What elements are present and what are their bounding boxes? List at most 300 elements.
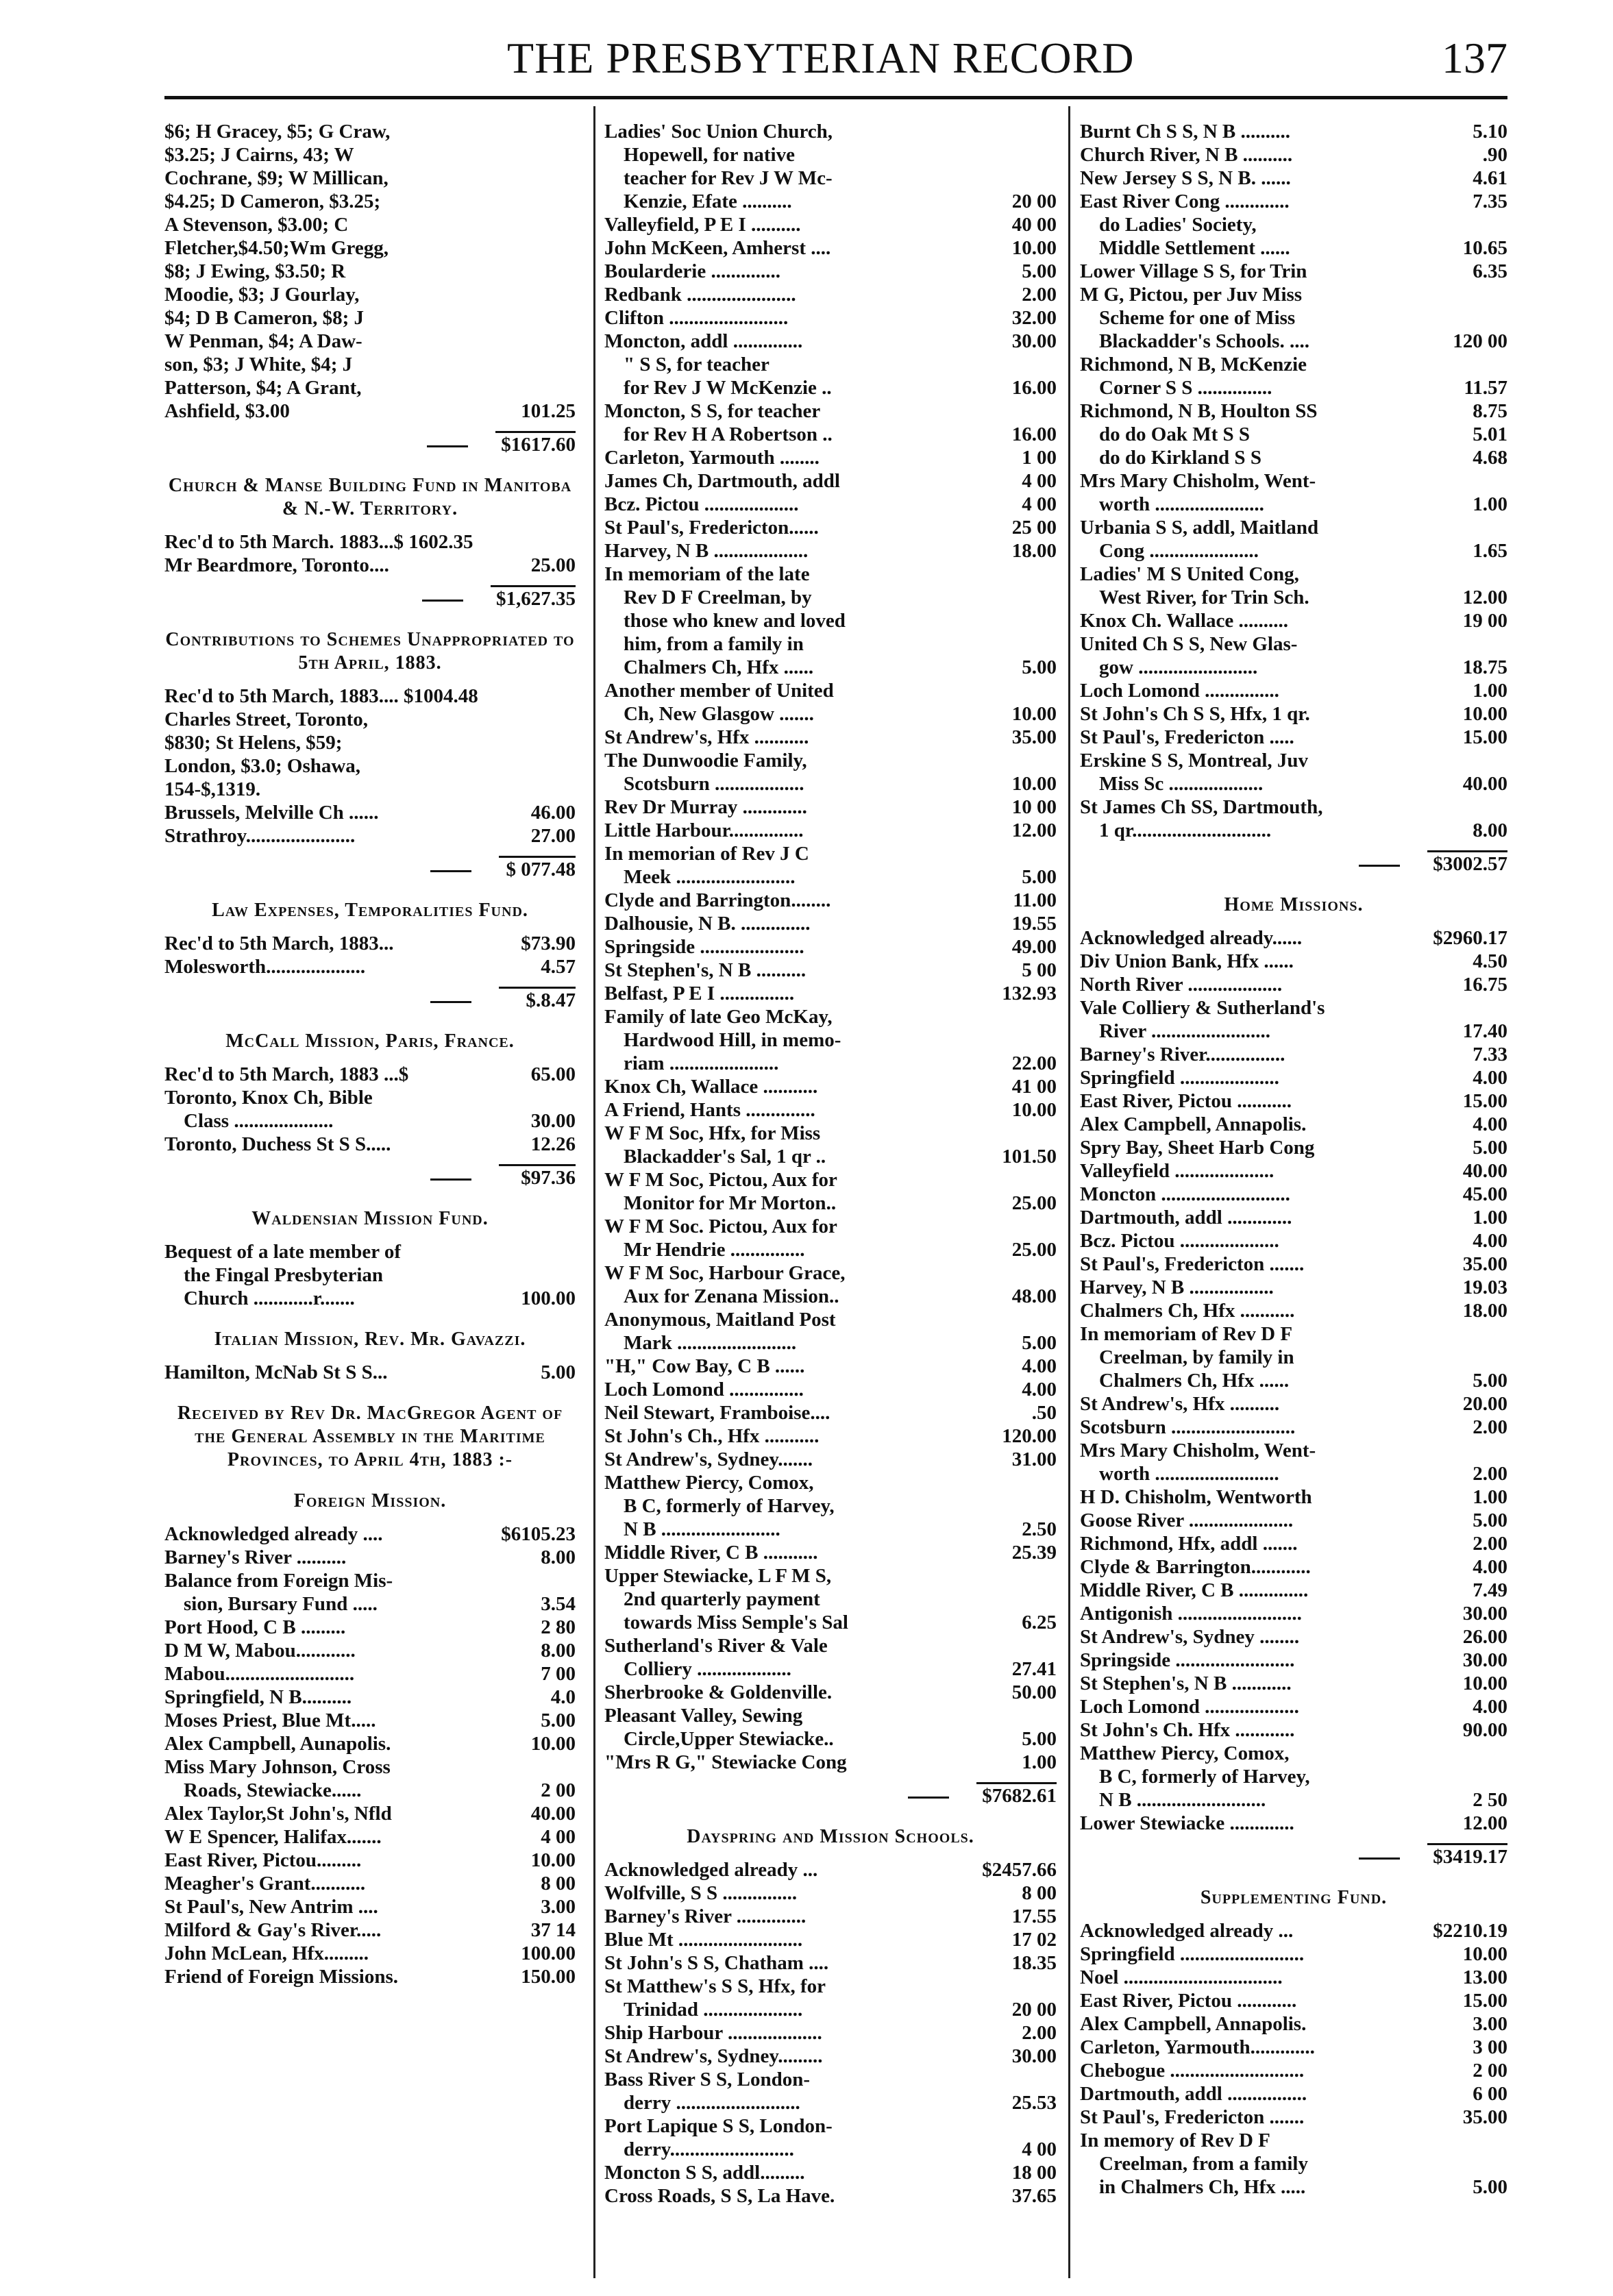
entry-amount: 4.68: [1473, 447, 1507, 469]
entry-line: [604, 143, 1057, 166]
entry-line: [1080, 236, 1507, 260]
entry-text: Carleton, Yarmouth.............: [1080, 2036, 1315, 2058]
entry-text: 154-$,1319.: [164, 778, 261, 800]
entry-amount: 120.00: [1002, 1425, 1057, 1447]
entry-line: [604, 1634, 1057, 1657]
entry-line: [1080, 1649, 1507, 1672]
entry-text: Creelman, from a family: [1099, 2153, 1308, 2175]
entry-line: [164, 932, 576, 955]
entry-amount: 2 00: [1473, 2060, 1507, 2082]
entry-amount: 10.00: [1011, 1099, 1057, 1121]
entry-text: Bass River S S, London-: [604, 2069, 811, 2090]
entry-amount: 18.35: [1011, 1952, 1057, 1974]
entry-line: [164, 1965, 576, 1988]
entry-text: him, from a family in: [624, 633, 804, 655]
entry-text: Monitor for Mr Morton..: [624, 1192, 837, 1214]
entry-amount: 1.00: [1473, 680, 1507, 702]
entry-amount: 4.00: [1473, 1230, 1507, 1252]
entry-amount: 1.00: [1473, 1486, 1507, 1508]
entry-amount: 46.00: [530, 802, 576, 824]
section-heading: Contributions to Schemes Unappropriated to 5th April, 1883.: [165, 629, 575, 674]
entry-text: United Ch S S, New Glas-: [1080, 633, 1298, 655]
entry-line: [604, 260, 1057, 283]
entry-text: St John's Ch S S, Hfx, 1 qr.: [1080, 703, 1310, 725]
entry-amount: 10.00: [530, 1733, 576, 1755]
entry-line: [1080, 586, 1507, 609]
entry-amount: 4.00: [1022, 1379, 1057, 1400]
entry-line: [164, 190, 576, 213]
entry-line: [1080, 1043, 1507, 1066]
entry-text: Church ............r.......: [184, 1287, 355, 1309]
entry-amount: 90.00: [1462, 1719, 1507, 1741]
entry-line: [164, 824, 576, 848]
entry-text: Barney's River ..........: [164, 1546, 347, 1568]
entry-text: Anonymous, Maitland Post: [604, 1309, 836, 1331]
entry-amount: 3.54: [541, 1593, 576, 1615]
entry-line: [604, 376, 1057, 399]
entry-line: [1080, 1229, 1507, 1252]
entry-text: Redbank ......................: [604, 284, 796, 306]
entry-text: for Rev H A Robertson ..: [624, 423, 833, 445]
entry-amount: 18 00: [1011, 2162, 1057, 2184]
entry-amount: 2.00: [1473, 1533, 1507, 1555]
entry-amount: 1 00: [1022, 447, 1057, 469]
entry-amount: 4 00: [1022, 470, 1057, 492]
entry-text: Clyde & Barrington............: [1080, 1556, 1311, 1578]
entry-line: [1080, 539, 1507, 563]
entry-text: Kenzie, Efate ..........: [624, 190, 792, 212]
entry-amount: 17.40: [1462, 1020, 1507, 1042]
entry-amount: 16.00: [1011, 377, 1057, 399]
entry-line: [164, 1639, 576, 1662]
section-heading: Supplementing Fund.: [1200, 1887, 1388, 1908]
entry-line: [604, 1168, 1057, 1192]
entry-line: [1080, 1765, 1507, 1788]
entry-line: [604, 609, 1057, 632]
entry-line: [604, 1975, 1057, 1998]
entry-line: [1080, 973, 1507, 996]
entry-text: Moncton ..........................: [1080, 1183, 1290, 1205]
entry-text: Ladies' M S United Cong,: [1080, 563, 1299, 585]
entry-text: towards Miss Semple's Sal: [624, 1612, 848, 1633]
entry-line: [604, 1145, 1057, 1168]
entry-text: " S S, for teacher: [624, 354, 769, 375]
entry-line: [1080, 795, 1507, 819]
entry-text: John McLean, Hfx.........: [164, 1942, 369, 1964]
entry-amount: 4.00: [1473, 1113, 1507, 1135]
entry-amount: 7 00: [541, 1663, 576, 1685]
entry-line: [604, 2114, 1057, 2138]
entry-line: [164, 708, 576, 731]
entry-amount: 2.00: [1473, 1463, 1507, 1485]
entry-line: [1080, 1066, 1507, 1089]
entry-line: [1080, 330, 1507, 353]
entry-line: [164, 330, 576, 353]
entry-text: Richmond, N B, Houlton SS: [1080, 400, 1318, 422]
entry-line: [1080, 1788, 1507, 1812]
entry-text: Barney's River................: [1080, 1044, 1285, 1065]
entry-line: [1080, 1579, 1507, 1602]
entry-amount: 1.00: [1473, 1207, 1507, 1229]
entry-amount: 150.00: [521, 1966, 576, 1988]
entry-amount: 8.00: [541, 1546, 576, 1568]
entry-text: Clyde and Barrington........: [604, 889, 831, 911]
entry-text: do Ladies' Society,: [1099, 214, 1257, 236]
entry-line: [604, 1727, 1057, 1751]
entry-line: [164, 306, 576, 330]
entry-line: [164, 1849, 576, 1872]
entry-line: [604, 1098, 1057, 1122]
entry-line: [164, 1287, 576, 1310]
entry-amount: 3.00: [1473, 2013, 1507, 2035]
entry-line: [1080, 1252, 1507, 1276]
entry-text: Wolfville, S S ...............: [604, 1882, 798, 1904]
entry-text: the Fingal Presbyterian: [184, 1264, 384, 1286]
entry-line: [604, 330, 1057, 353]
entry-line: [1080, 1718, 1507, 1742]
entry-amount: 19.55: [1011, 913, 1057, 935]
entry-line: [1080, 2152, 1507, 2175]
entry-line: [604, 726, 1057, 749]
entry-line: [604, 1331, 1057, 1355]
entry-text: Rev D F Creelman, by: [624, 587, 812, 608]
entry-text: Moses Priest, Blue Mt.....: [164, 1709, 376, 1731]
entry-line: [604, 2045, 1057, 2068]
entry-amount: 17 02: [1011, 1929, 1057, 1951]
entry-text: Miss Mary Johnson, Cross: [164, 1756, 391, 1778]
entry-amount: 12.00: [1462, 1812, 1507, 1834]
entry-amount: 10.00: [530, 1849, 576, 1871]
entry-amount: 25.39: [1011, 1542, 1057, 1564]
entry-line: [604, 1005, 1057, 1028]
entry-text: Mrs Mary Chisholm, Went-: [1080, 470, 1316, 492]
entry-line: [1080, 1602, 1507, 1625]
entry-text: W Penman, $4; A Daw-: [164, 330, 362, 352]
entry-amount: 65.00: [530, 1063, 576, 1085]
entry-line: [604, 586, 1057, 609]
entry-amount: 4.00: [1473, 1556, 1507, 1578]
entry-line: [164, 684, 576, 708]
total-amount: $1,627.35: [491, 585, 576, 610]
entry-text: In memoriam of Rev D F: [1080, 1323, 1293, 1345]
entry-line: [604, 539, 1057, 563]
section-total: [164, 856, 576, 881]
journal-title: THE PRESBYTERIAN RECORD: [507, 34, 1135, 82]
entry-line: [604, 2161, 1057, 2184]
entry-amount: 19 00: [1462, 610, 1507, 632]
entry-line: [604, 1192, 1057, 1215]
entry-text: Cross Roads, S S, La Have.: [604, 2185, 835, 2207]
entry-amount: 35.00: [1462, 1253, 1507, 1275]
entry-text: $6; H Gracey, $5; G Craw,: [164, 121, 391, 143]
entry-amount: 5.00: [1473, 2176, 1507, 2198]
entry-text: Springfield .........................: [1080, 1943, 1305, 1965]
entry-text: St James Ch SS, Dartmouth,: [1080, 796, 1323, 818]
entry-amount: 25.00: [530, 554, 576, 576]
entry-line: [1080, 1416, 1507, 1439]
entry-amount: 40.00: [1462, 1160, 1507, 1182]
entry-text: North River ...................: [1080, 974, 1283, 996]
entry-line: [604, 679, 1057, 702]
entry-line: [604, 749, 1057, 772]
entry-text: Matthew Piercy, Comox,: [1080, 1742, 1290, 1764]
entry-text: Bequest of a late member of: [164, 1241, 401, 1263]
entry-line: [1080, 446, 1507, 469]
entry-text: Another member of United: [604, 680, 834, 702]
entry-text: Dalhousie, N B. ..............: [604, 913, 811, 935]
entry-amount: 10.00: [1011, 773, 1057, 795]
entry-line: [1080, 1695, 1507, 1718]
entry-text: St Paul's, Fredericton......: [604, 517, 819, 539]
entry-text: Mark ........................: [624, 1332, 797, 1354]
entry-text: Patterson, $4; A Grant,: [164, 377, 362, 399]
total-amount: $3002.57: [1427, 850, 1507, 876]
entry-line: [1080, 260, 1507, 283]
entry-amount: 40.00: [1462, 773, 1507, 795]
entry-text: Upper Stewiacke, L F M S,: [604, 1565, 832, 1587]
entry-text: Toronto, Knox Ch, Bible: [164, 1087, 373, 1109]
entry-text: Springside .....................: [604, 936, 804, 958]
entry-text: Springfield ....................: [1080, 1067, 1279, 1089]
entry-amount: 10.00: [1011, 703, 1057, 725]
entry-text: St Paul's, Fredericton .......: [1080, 2106, 1305, 2128]
entry-amount: 30.00: [1462, 1603, 1507, 1625]
entry-line: [604, 865, 1057, 889]
section-total: [164, 431, 576, 456]
entry-text: Rec'd to 5th March, 1883.... $1004.48: [164, 685, 478, 707]
entry-line: [604, 1951, 1057, 1975]
entry-text: Erskine S S, Montreal, Juv: [1080, 750, 1309, 771]
entry-text: derry.........................: [624, 2138, 794, 2160]
entry-amount: 25 00: [1011, 517, 1057, 539]
entry-text: Molesworth....................: [164, 956, 366, 978]
entry-text: Little Harbour...............: [604, 819, 804, 841]
entry-amount: 4.00: [1022, 1355, 1057, 1377]
entry-amount: 4 00: [541, 1826, 576, 1848]
entry-line: [164, 754, 576, 778]
entry-text: Neil Stewart, Framboise....: [604, 1402, 830, 1424]
entry-line: [604, 1905, 1057, 1928]
entry-text: Springside ........................: [1080, 1649, 1295, 1671]
entry-text: Alex Campbell, Annapolis.: [1080, 2013, 1307, 2035]
entry-text: Strathroy......................: [164, 825, 356, 847]
total-dash: [164, 989, 499, 1012]
entry-amount: 3 00: [1473, 2036, 1507, 2058]
entry-text: Mr Hendrie ...............: [624, 1239, 805, 1261]
entry-amount: 100.00: [521, 1287, 576, 1309]
entry-text: The Dunwoodie Family,: [604, 750, 807, 771]
total-dash: [164, 433, 495, 456]
section-total: [164, 1164, 576, 1189]
entry-line: [164, 1732, 576, 1755]
entry-line: [604, 1928, 1057, 1951]
entry-text: Acknowledged already......: [1080, 927, 1303, 949]
entry-text: 2nd quarterly payment: [624, 1588, 820, 1610]
entry-text: W F M Soc, Harbour Grace,: [604, 1262, 846, 1284]
entry-line: [164, 1240, 576, 1263]
entry-text: worth ......................: [1099, 493, 1264, 515]
entry-line: [1080, 1462, 1507, 1485]
entry-text: Acknowledged already ...: [1080, 1920, 1294, 1942]
entry-line: [604, 236, 1057, 260]
column-divider: [593, 106, 595, 2278]
entry-line: [164, 1522, 576, 1546]
entry-text: Lower Stewiacke .............: [1080, 1812, 1294, 1834]
column-3: [1080, 120, 1507, 2199]
entry-amount: 100.00: [521, 1942, 576, 1964]
entry-amount: 15.00: [1462, 726, 1507, 748]
entry-text: Acknowledged already ....: [164, 1523, 383, 1545]
entry-amount: 20 00: [1011, 1999, 1057, 2021]
entry-line: [604, 213, 1057, 236]
entry-amount: $2457.66: [982, 1859, 1057, 1881]
entry-text: in Chalmers Ch, Hfx .....: [1099, 2176, 1306, 2198]
entry-text: Mabou..........................: [164, 1663, 355, 1685]
entry-text: Miss Sc ...................: [1099, 773, 1264, 795]
entry-text: Blackadder's Sal, 1 qr ..: [624, 1146, 826, 1168]
entry-amount: 50.00: [1011, 1681, 1057, 1703]
entry-text: St Paul's, Fredericton .......: [1080, 1253, 1305, 1275]
entry-amount: 40.00: [530, 1803, 576, 1825]
entry-amount: 45.00: [1462, 1183, 1507, 1205]
entry-text: Bcz. Pictou ....................: [1080, 1230, 1279, 1252]
section-total: [164, 987, 576, 1012]
entry-line: [1080, 996, 1507, 1020]
entry-amount: 5 00: [1022, 959, 1057, 981]
entry-line: [164, 399, 576, 423]
entry-text: Bcz. Pictou ...................: [604, 493, 799, 515]
entry-amount: 12.00: [1462, 587, 1507, 608]
entry-amount: 4.00: [1473, 1067, 1507, 1089]
entry-text: Moncton S S, addl.........: [604, 2162, 805, 2184]
entry-line: [604, 1122, 1057, 1145]
entry-line: [604, 1215, 1057, 1238]
entry-line: [1080, 609, 1507, 632]
entry-text: Corner S S ...............: [1099, 377, 1272, 399]
entry-amount: 1.65: [1473, 540, 1507, 562]
entry-text: Boularderie ..............: [604, 260, 780, 282]
entry-line: [1080, 1532, 1507, 1555]
entry-line: [604, 353, 1057, 376]
entry-text: Ashfield, $3.00: [164, 400, 290, 422]
entry-amount: 5.00: [541, 1709, 576, 1731]
entry-text: St Stephen's, N B ..........: [604, 959, 806, 981]
entry-text: New Jersey S S, N B. ......: [1080, 167, 1291, 189]
entry-text: Valleyfield, P E I ..........: [604, 214, 801, 236]
entry-text: B C, formerly of Harvey,: [1099, 1766, 1310, 1788]
entry-line: [164, 376, 576, 399]
entry-line: [1080, 1020, 1507, 1043]
entry-text: $4; D B Cameron, $8; J: [164, 307, 365, 329]
entry-text: Trinidad ....................: [624, 1999, 803, 2021]
entry-text: St Andrew's, Sydney.........: [604, 2045, 823, 2067]
entry-line: [604, 190, 1057, 213]
entry-text: Fletcher,$4.50;Wm Gregg,: [164, 237, 389, 259]
entry-text: Spry Bay, Sheet Harb Cong: [1080, 1137, 1315, 1159]
section-heading: McCall Mission, Paris, France.: [225, 1030, 515, 1052]
entry-line: [1080, 1276, 1507, 1299]
entry-text: $8; J Ewing, $3.50; R: [164, 260, 346, 282]
entry-line: [604, 1611, 1057, 1634]
entry-text: Chalmers Ch, Hfx ...........: [1080, 1300, 1295, 1322]
entry-line: [604, 1238, 1057, 1261]
total-amount: $3419.17: [1427, 1843, 1507, 1868]
entry-amount: 2.00: [1022, 284, 1057, 306]
entry-line: [164, 1918, 576, 1942]
entry-amount: 5.00: [1022, 1332, 1057, 1354]
entry-text: $3.25; J Cairns, 43; W: [164, 144, 354, 166]
entry-line: [604, 1704, 1057, 1727]
entry-line: [604, 516, 1057, 539]
entry-amount: 5.00: [1473, 1370, 1507, 1392]
entry-line: [604, 423, 1057, 446]
entry-line: [604, 1424, 1057, 1448]
entry-amount: 25.00: [1011, 1192, 1057, 1214]
entry-line: [1080, 749, 1507, 772]
entry-text: Rec'd to 5th March, 1883...: [164, 933, 394, 954]
entry-text: Moodie, $3; J Gourlay,: [164, 284, 360, 306]
entry-line: [604, 2138, 1057, 2161]
entry-amount: 4.0: [550, 1686, 576, 1708]
entry-text: In memory of Rev D F: [1080, 2130, 1270, 2151]
entry-text: Ladies' Soc Union Church,: [604, 121, 833, 143]
entry-amount: 5.01: [1473, 423, 1507, 445]
entry-text: $4.25; D Cameron, $3.25;: [164, 190, 381, 212]
entry-text: Toronto, Duchess St S S.....: [164, 1133, 391, 1155]
entry-text: worth .........................: [1099, 1463, 1279, 1485]
entry-amount: 5.00: [1473, 1137, 1507, 1159]
section-heading: Waldensian Mission Fund.: [251, 1208, 489, 1229]
entry-line: [164, 801, 576, 824]
entry-text: St Andrew's, Hfx ..........: [1080, 1393, 1280, 1415]
entry-line: [1080, 1942, 1507, 1966]
entry-line: [604, 1028, 1057, 1052]
entry-text: Scotsburn .........................: [1080, 1416, 1296, 1438]
entry-line: [1080, 656, 1507, 679]
entry-amount: 101.25: [521, 400, 576, 422]
entry-text: gow ........................: [1099, 656, 1258, 678]
total-amount: $.8.47: [499, 987, 576, 1012]
entry-amount: 30.00: [530, 1110, 576, 1132]
entry-line: [1080, 1322, 1507, 1346]
entry-line: [164, 1779, 576, 1802]
entry-line: [1080, 1812, 1507, 1835]
entry-amount: $2960.17: [1433, 927, 1507, 949]
entry-line: [604, 889, 1057, 912]
entry-line: [604, 912, 1057, 935]
entry-line: [604, 493, 1057, 516]
entry-line: [1080, 702, 1507, 726]
column-divider: [1068, 106, 1070, 2278]
entry-line: [604, 1998, 1057, 2021]
entry-line: [1080, 1919, 1507, 1942]
total-dash: [164, 858, 499, 881]
entry-line: [164, 1755, 576, 1779]
entry-text: 1 qr............................: [1099, 819, 1272, 841]
entry-amount: .50: [1031, 1402, 1057, 1424]
entry-text: Rev Dr Murray .............: [604, 796, 807, 818]
entry-amount: 2.00: [1022, 2022, 1057, 2044]
entry-line: [1080, 1742, 1507, 1765]
header-rule: [164, 96, 1507, 99]
entry-line: [1080, 2059, 1507, 2082]
entry-amount: 11.57: [1464, 377, 1507, 399]
entry-line: [1080, 120, 1507, 143]
entry-line: [604, 306, 1057, 330]
entry-text: W F M Soc, Hfx, for Miss: [604, 1122, 821, 1144]
entry-line: [604, 702, 1057, 726]
entry-text: St Stephen's, N B ............: [1080, 1672, 1292, 1694]
